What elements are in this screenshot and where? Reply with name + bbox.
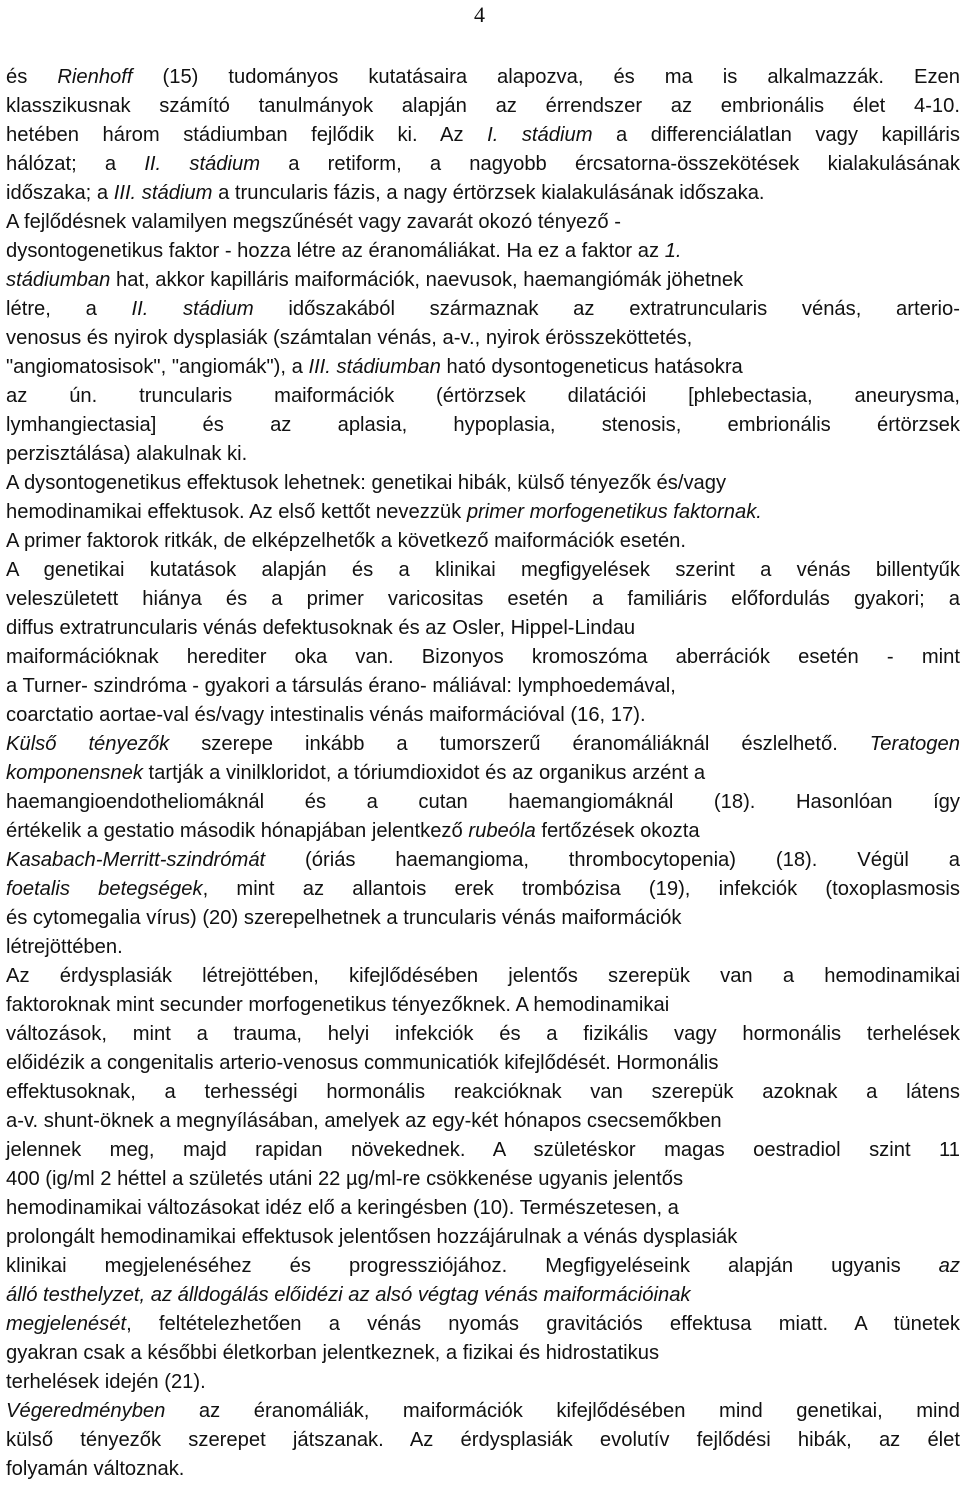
text-segment: diffus extratruncularis vénás defektusoknak és az Osler, Hippel-Lindau [6, 617, 636, 639]
text-segment: és cytomegalia vírus) (20) szerepelhetnek a truncularis vénás maiformációk [6, 907, 682, 929]
text-segment: faktoroknak mint secunder morfogenetikus tényezőknek. A hemodinamikai [6, 994, 670, 1016]
text-segment: klasszikusnak számító tanulmányok alapján az érrendszer az embrionális élet 4-10. [6, 95, 960, 117]
text-segment: klinikai megjelenéséhez és progressziójához. Megfigyeléseink alapján ugyanis [6, 1255, 939, 1277]
text-line [6, 1020, 960, 1049]
text-segment: Az érdysplasiák létrejöttében, kifejlődésében jelentős szerepük van a hemodinamikai [6, 965, 960, 987]
text-segment: szerepe inkább a tumorszerű éranomáliáknál észlelhető. [169, 733, 870, 755]
text-segment: az ún. truncularis maiformációk (értörzsek dilatációi [phlebectasia, aneurysma, [6, 385, 960, 407]
text-segment: létrejöttében. [6, 936, 123, 958]
text-segment: hálózat; a [6, 153, 145, 175]
text-line [6, 527, 960, 556]
text-line [6, 1107, 960, 1136]
text-line [6, 556, 960, 585]
text-segment: változások, mint a trauma, helyi infekciók és a fizikális vagy hormonális terhelések [6, 1023, 960, 1045]
text-line [6, 933, 960, 962]
text-line [6, 121, 960, 150]
italic-text-segment: III. stádium [113, 182, 213, 204]
text-segment: időszakából származnak az extratruncularis vénás, arterio- [253, 298, 960, 320]
text-line [6, 1455, 960, 1484]
text-line [6, 1368, 960, 1397]
text-line [6, 730, 960, 759]
italic-text-segment: komponensnek [6, 762, 143, 784]
text-segment: prolongált hemodinamikai effektusok jelentősen hozzájárulnak a vénás dysplasiák [6, 1226, 738, 1248]
text-segment: dysontogenetikus faktor - hozza létre az éranomáliákat. Ha ez a faktor az [6, 240, 665, 262]
text-segment: és [6, 66, 58, 88]
italic-text-segment: I. stádium [487, 124, 593, 146]
text-segment: coarctatio aortae-val és/vagy intestinalis vénás maiformációval (16, 17). [6, 704, 646, 726]
text-line [6, 643, 960, 672]
text-line [6, 63, 960, 92]
text-segment: (15) tudományos kutatásaira alapozva, és ma is alkalmazzák. Ezen [132, 66, 960, 88]
text-segment: maiformációknak herediter oka van. Bizonyos kromoszóma aberrációk esetén - mint [6, 646, 960, 668]
text-line [6, 585, 960, 614]
text-line [6, 440, 960, 469]
italic-text-segment: primer morfogenetikus faktornak. [466, 501, 762, 523]
italic-text-segment: az [938, 1255, 960, 1277]
italic-text-segment: foetalis betegségek [6, 878, 203, 900]
text-segment: létre, a [6, 298, 132, 320]
text-line [6, 1136, 960, 1165]
text-line [6, 498, 960, 527]
text-segment: A dysontogenetikus effektusok lehetnek: genetikai hibák, külső tényezők és/vagy [6, 472, 727, 494]
italic-text-segment: II. stádium [144, 153, 261, 175]
text-segment: időszaka; a [6, 182, 114, 204]
italic-text-segment: Külső tényezők [6, 733, 170, 755]
text-segment: A fejlődésnek valamilyen megszűnését vagy zavarát okozó tényező - [6, 211, 621, 233]
text-segment: a differenciálatlan vagy kapilláris [592, 124, 960, 146]
text-line [6, 208, 960, 237]
text-line [6, 614, 960, 643]
text-line [6, 1165, 960, 1194]
text-line [6, 92, 960, 121]
text-line [6, 1078, 960, 1107]
text-line [6, 1194, 960, 1223]
body-text [6, 63, 960, 1484]
text-segment: külső tényezők szerepet játszanak. Az érdysplasiák evolutív fejlődési hibák, az élet [6, 1429, 960, 1451]
italic-text-segment: stádiumban [6, 269, 111, 291]
text-segment: veleszületett hiánya és a primer varicositas esetén a familiáris előfordulás gyakori; a [6, 588, 960, 610]
text-segment: A primer faktorok ritkák, de elképzelhetők a következő maiformációk esetén. [6, 530, 686, 552]
text-segment: "angiomatosisok", "angiomák"), a [6, 356, 309, 378]
text-segment: a Turner- szindróma - gyakori a társulás érano- máliával: lymphoedemával, [6, 675, 676, 697]
text-segment: tartják a vinilkloridot, a tóriumdioxidot és az organikus arzént a [142, 762, 706, 784]
text-line [6, 875, 960, 904]
text-line [6, 788, 960, 817]
text-segment: a truncularis fázis, a nagy értörzsek kialakulásának időszaka. [212, 182, 765, 204]
text-line [6, 1049, 960, 1078]
italic-text-segment: Teratogen [869, 733, 960, 755]
text-segment: A genetikai kutatások alapján és a klinikai megfigyelések szerint a vénás billentyűk [6, 559, 960, 581]
text-segment: perzisztálása) alakulnak ki. [6, 443, 248, 465]
italic-text-segment: álló testhelyzet, az álldogálás előidézi az alsó végtag vénás maiformációinak [6, 1284, 691, 1306]
text-line [6, 817, 960, 846]
text-segment: , feltételezhetően a vénás nyomás gravitációs effektusa miatt. A tünetek [126, 1313, 960, 1335]
text-line [6, 1310, 960, 1339]
text-segment: (óriás haemangioma, thrombocytopenia) (18). Végül a [265, 849, 960, 871]
text-line [6, 904, 960, 933]
text-line [6, 411, 960, 440]
italic-text-segment: 1. [664, 240, 682, 262]
text-line [6, 1223, 960, 1252]
text-segment: haemangioendotheliomáknál és a cutan haemangiomáknál (18). Hasonlóan így [6, 791, 960, 813]
text-line [6, 266, 960, 295]
text-line [6, 150, 960, 179]
text-segment: gyakran csak a későbbi életkorban jelentkeznek, a fizikai és hidrostatikus [6, 1342, 660, 1364]
text-segment: előidézik a congenitalis arterio-venosus communicatiók kifejlődését. Hormonális [6, 1052, 719, 1074]
text-line [6, 1397, 960, 1426]
text-line [6, 237, 960, 266]
text-segment: értékelik a gestatio második hónapjában jelentkező [6, 820, 469, 842]
text-line [6, 353, 960, 382]
text-segment: jelennek meg, majd rapidan növekednek. A születéskor magas oestradiol szint 11 [6, 1139, 960, 1161]
text-line [6, 1426, 960, 1455]
text-line [6, 1339, 960, 1368]
text-line [6, 962, 960, 991]
text-segment: hemodinamikai effektusok. Az első kettőt nevezzük [6, 501, 467, 523]
italic-text-segment: III. stádiumban [308, 356, 441, 378]
italic-text-segment: Rienhoff [57, 66, 133, 88]
italic-text-segment: rubeóla [468, 820, 536, 842]
text-line [6, 846, 960, 875]
text-segment: terhelések idején (21). [6, 1371, 206, 1393]
text-segment: hetében három stádiumban fejlődik ki. Az [6, 124, 488, 146]
text-line [6, 324, 960, 353]
text-segment: hemodinamikai változásokat idéz elő a keringésben (10). Természetesen, a [6, 1197, 679, 1219]
text-line [6, 179, 960, 208]
text-line [6, 382, 960, 411]
text-line [6, 672, 960, 701]
text-segment: hat, akkor kapilláris maiformációk, naevusok, haemangiómák jöhetnek [110, 269, 744, 291]
page-number: 4 [474, 2, 485, 27]
text-line [6, 295, 960, 324]
text-segment: lymhangiectasia] és az aplasia, hypoplasia, stenosis, embrionális értörzsek [6, 414, 960, 436]
text-line [6, 469, 960, 498]
text-segment: fertőzések okozta [535, 820, 700, 842]
text-segment: effektusoknak, a terhességi hormonális reakcióknak van szerepük azoknak a látens [6, 1081, 960, 1103]
text-line [6, 1281, 960, 1310]
italic-text-segment: II. stádium [131, 298, 254, 320]
text-segment: a retiform, a nagyobb ércsatorna-összekötések kialakulásának [260, 153, 960, 175]
text-line [6, 991, 960, 1020]
text-line [6, 759, 960, 788]
italic-text-segment: Végeredményben [6, 1400, 166, 1422]
text-segment: az éranomáliák, maiformációk kifejlődésében mind genetikai, mind [165, 1400, 960, 1422]
text-segment: folyamán változnak. [6, 1458, 185, 1480]
text-line [6, 1252, 960, 1281]
italic-text-segment: Kasabach-Merritt-szindrómát [6, 849, 266, 871]
text-segment: , mint az allantois erek trombózisa (19), infekciók (toxoplasmosis [202, 878, 960, 900]
text-segment: a-v. shunt-öknek a megnyílásában, amelyek az egy-két hónapos csecsemőkben [6, 1110, 722, 1132]
text-segment: 400 (ig/ml 2 héttel a születés utáni 22 µg/ml-re csökkenése ugyanis jelentős [6, 1168, 684, 1190]
text-line [6, 701, 960, 730]
text-segment: venosus és nyirok dysplasiák (számtalan vénás, a-v., nyirok érösszeköttetés, [6, 327, 693, 349]
italic-text-segment: megjelenését [6, 1313, 127, 1335]
text-segment: ható dysontogeneticus hatásokra [440, 356, 743, 378]
